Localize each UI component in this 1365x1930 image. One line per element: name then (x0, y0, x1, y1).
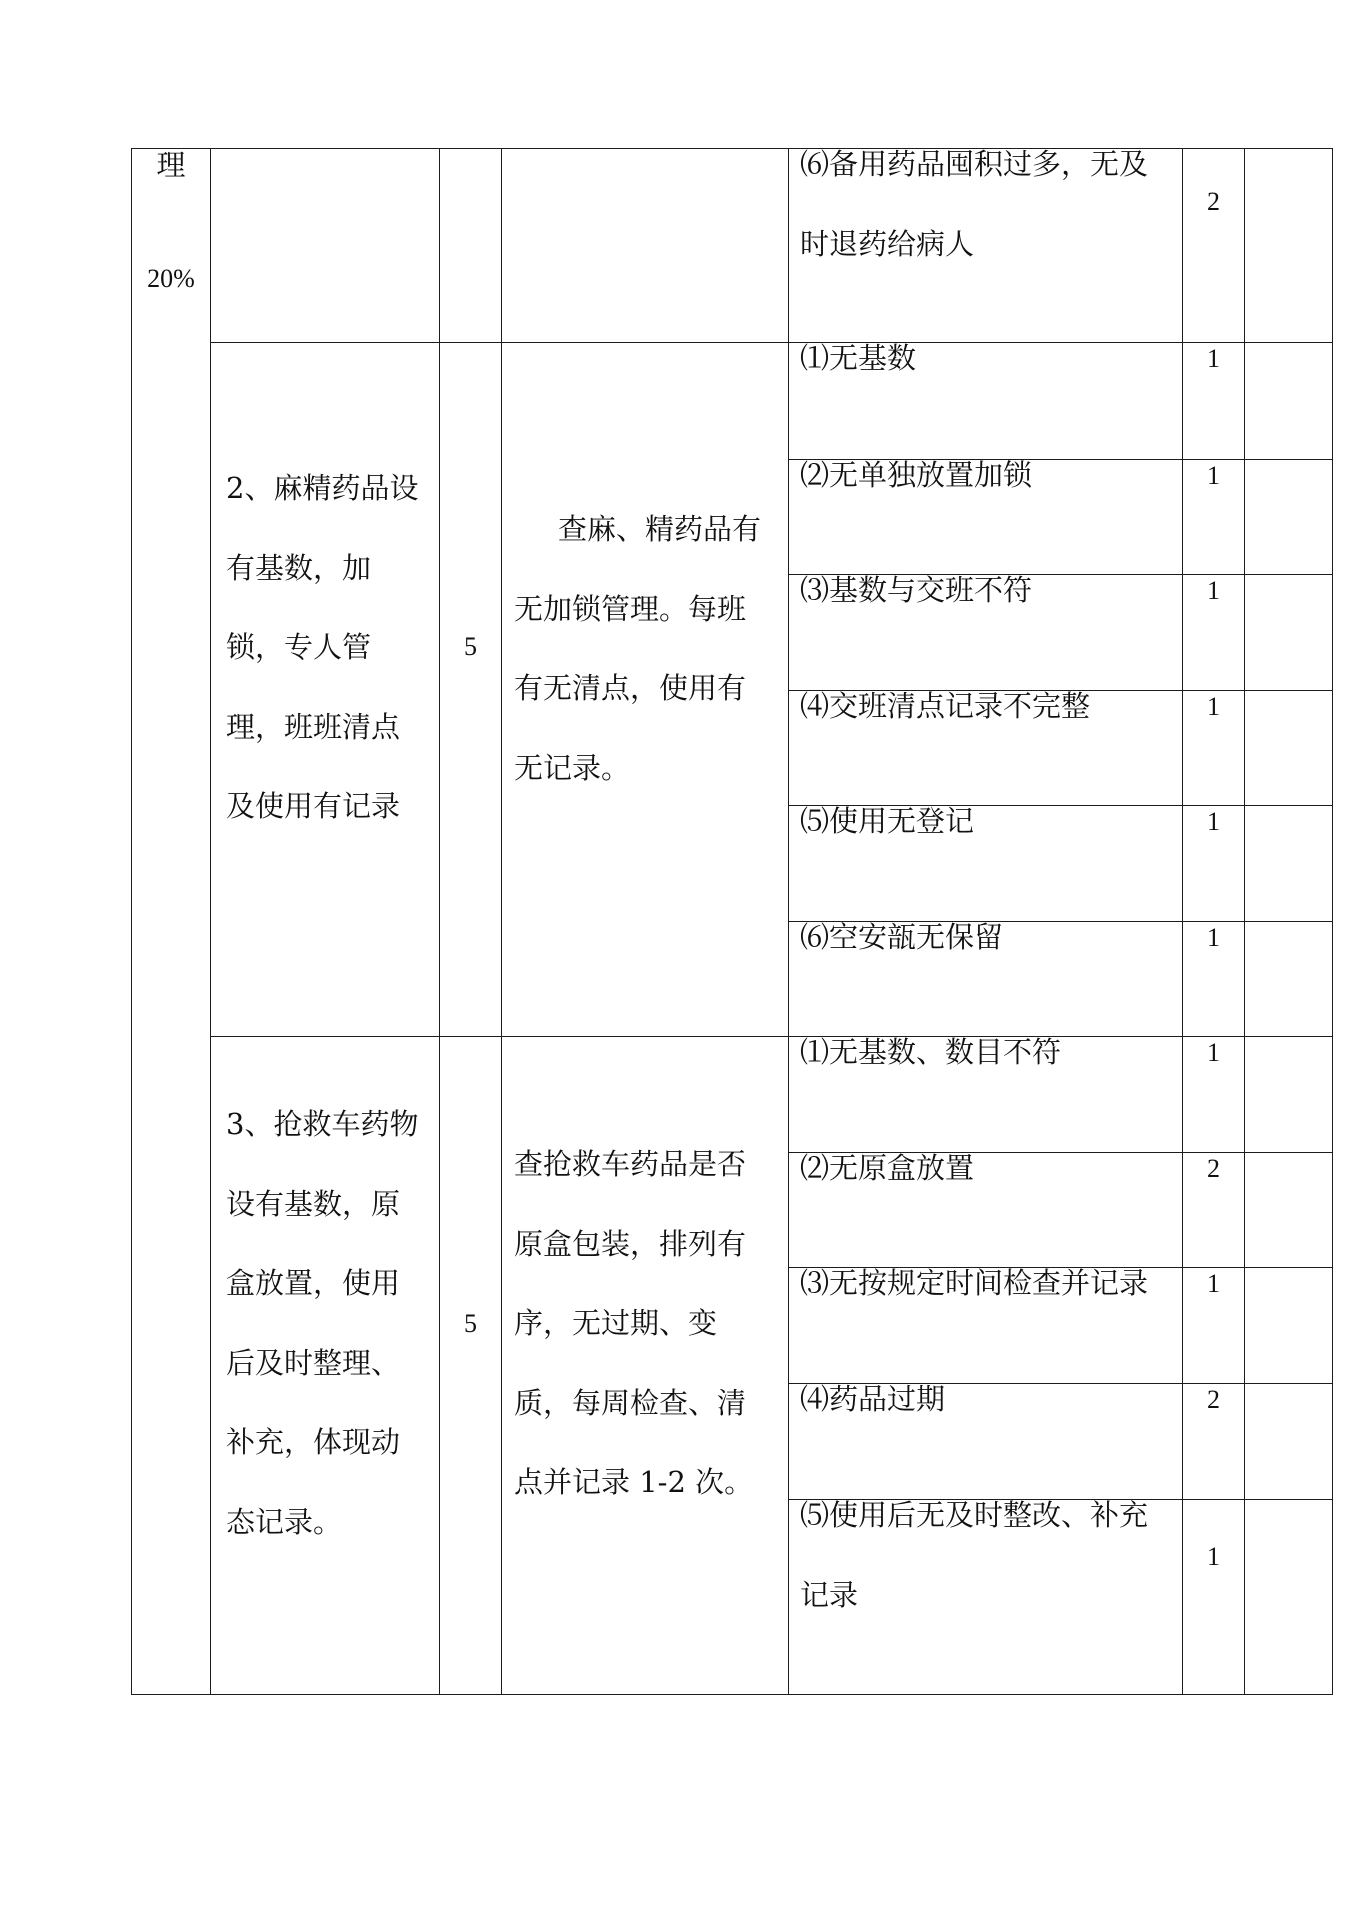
deduction-points-value: 1 (1207, 1542, 1220, 1571)
deduction-points-cell (1183, 1268, 1245, 1384)
deduction-points-cell (1183, 806, 1245, 922)
method-cell (502, 149, 789, 343)
actual-score-cell (1245, 575, 1333, 691)
actual-score-cell (1245, 1153, 1333, 1268)
actual-score-cell (1245, 1500, 1333, 1695)
category-weight: 20% (147, 264, 195, 293)
deduction-points-cell (1183, 1500, 1245, 1695)
actual-score-cell (1245, 460, 1333, 575)
score-cell (440, 343, 502, 1037)
deduction-points-value: 1 (1207, 923, 1220, 952)
deduction-points-value: 1 (1207, 692, 1220, 721)
deduction-points-value: 2 (1207, 187, 1220, 216)
actual-score-cell (1245, 806, 1333, 922)
score-cell (440, 1037, 502, 1695)
deduction-item-text: ⑹空安瓿无保留 (800, 920, 1004, 954)
method-text: 查麻、精药品有 无加锁管理。每班 有无清点，使用有 无记录。 (514, 512, 762, 785)
table-row (132, 149, 1333, 343)
deduction-points-cell (1183, 1037, 1245, 1153)
deduction-points-cell (1183, 1153, 1245, 1268)
score-value: 5 (464, 632, 477, 661)
deduction-points-value: 1 (1207, 461, 1220, 490)
deduction-points-value: 2 (1207, 1154, 1220, 1183)
deduction-item-text: ⑸使用后无及时整改、补充 记录 (800, 1498, 1149, 1612)
inspection-score-table (131, 148, 1333, 1695)
deduction-item-text: ⑸使用无登记 (800, 804, 975, 838)
deduction-item-text: ⑶无按规定时间检查并记录 (800, 1266, 1149, 1300)
standard-cell (211, 1037, 440, 1695)
actual-score-cell (1245, 1268, 1333, 1384)
deduction-item-text: ⑵无单独放置加锁 (800, 458, 1033, 492)
standard-cell (211, 149, 440, 343)
standard-text: 3、抢救车药物 设有基数，原 盒放置，使用 后及时整理、 补充，体现动 态记录。 (226, 1107, 419, 1539)
standard-cell (211, 343, 440, 1037)
category-cell (132, 149, 211, 1695)
score-value: 5 (464, 1309, 477, 1338)
standard-text: 2、麻精药品设 有基数，加 锁，专人管 理，班班清点 及使用有记录 (226, 471, 419, 824)
actual-score-cell (1245, 691, 1333, 806)
deduction-points-value: 1 (1207, 344, 1220, 373)
deduction-points-value: 1 (1207, 1269, 1220, 1298)
deduction-item-text: ⑶基数与交班不符 (800, 573, 1033, 607)
deduction-points-value: 2 (1207, 1385, 1220, 1414)
deduction-item-text: ⑵无原盒放置 (800, 1151, 975, 1185)
deduction-points-cell (1183, 575, 1245, 691)
deduction-points-cell (1183, 343, 1245, 460)
deduction-item-text: ⑴无基数、数目不符 (800, 1035, 1062, 1069)
actual-score-cell (1245, 922, 1333, 1037)
method-text: 查抢救车药品是否 原盒包装，排列有 序，无过期、变 质，每周检查、清 点并记录 1-2 次。 (514, 1147, 754, 1500)
actual-score-cell (1245, 149, 1333, 343)
category-name: 理 (156, 148, 186, 182)
deduction-item-text: ⑷交班清点记录不完整 (800, 689, 1091, 723)
deduction-item-cell (789, 1500, 1183, 1695)
deduction-points-value: 1 (1207, 576, 1220, 605)
deduction-item-cell (789, 149, 1183, 343)
deduction-points-cell (1183, 1384, 1245, 1500)
method-cell (502, 1037, 789, 1695)
deduction-points-cell (1183, 922, 1245, 1037)
score-cell (440, 149, 502, 343)
actual-score-cell (1245, 343, 1333, 460)
deduction-points-cell (1183, 149, 1245, 343)
actual-score-cell (1245, 1037, 1333, 1153)
deduction-points-cell (1183, 691, 1245, 806)
actual-score-cell (1245, 1384, 1333, 1500)
method-cell (502, 343, 789, 1037)
deduction-points-value: 1 (1207, 807, 1220, 836)
deduction-item-text: ⑷药品过期 (800, 1382, 946, 1416)
deduction-item-text: ⑹备用药品囤积过多，无及 时退药给病人 (800, 147, 1149, 261)
deduction-points-cell (1183, 460, 1245, 575)
deduction-points-value: 1 (1207, 1038, 1220, 1067)
deduction-item-text: ⑴无基数 (800, 341, 917, 375)
